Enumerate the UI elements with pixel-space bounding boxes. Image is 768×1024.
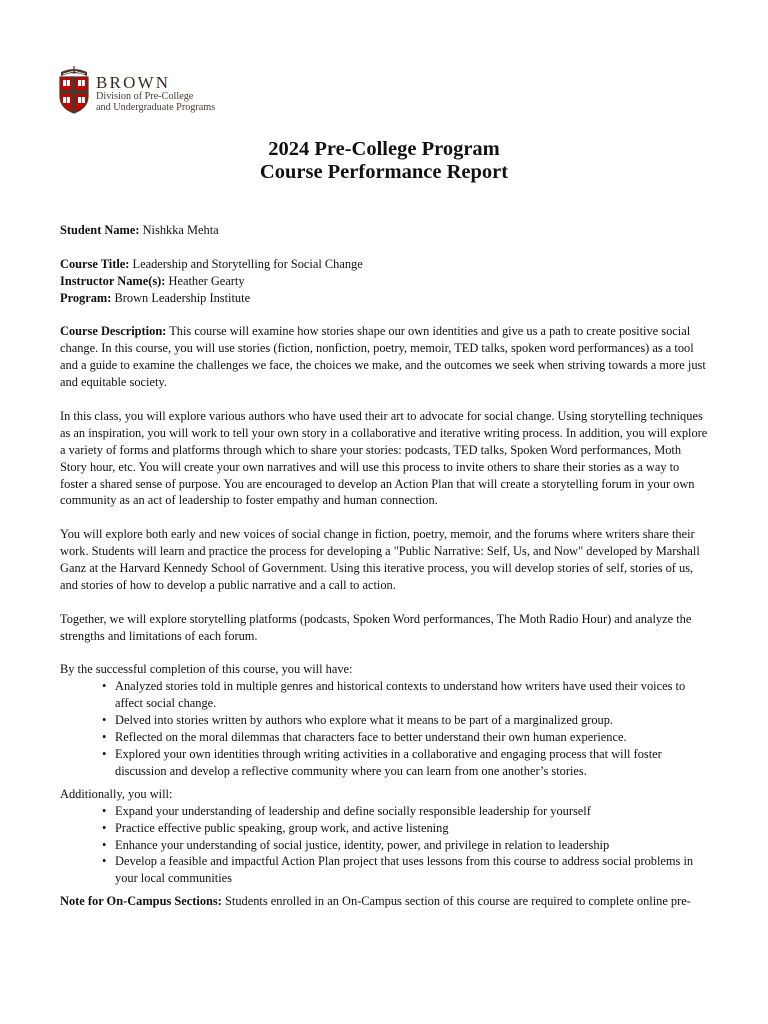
course-description-paragraph-3: You will explore both early and new voices of social change in fiction, poetry, memoir, and the forums where writers share their work. Students will learn and practice the process for developing a "Public Narrative: Self, Us, and Now" developed by Marshall Ganz at the Harvard Kennedy School of Government. Using this iterative process, you will develop stories of self, stories of us, and stories of how to develop a public narrative and a call to action. xyxy=(60,527,700,592)
student-name-value: Nishkka Mehta xyxy=(139,223,219,237)
logo-wordmark: BROWN xyxy=(96,73,171,92)
program-value: Brown Leadership Institute xyxy=(111,290,251,305)
additional-text: Develop a feasible and impactful Action Plan project that uses lessons from this course to address social problems in your local communities xyxy=(115,854,694,886)
report-body xyxy=(60,222,710,910)
bullet-icon: • xyxy=(102,730,107,745)
title-line-2: Course Performance Report xyxy=(259,161,509,183)
bullet-icon: • xyxy=(102,713,107,728)
course-description-paragraph-1 xyxy=(60,323,710,391)
on-campus-note xyxy=(60,893,710,910)
instructor-value: Heather Gearty xyxy=(165,273,245,288)
bullet-icon: • xyxy=(102,820,107,835)
outcome-text: Reflected on the moral dilemmas that characters face to better understand their own human experience. xyxy=(115,730,627,745)
logo-subtitle-2: and Undergraduate Programs xyxy=(96,102,216,113)
list-item xyxy=(102,678,710,712)
course-description-text-1: This course will examine how stories shape our own identities and give us a path to create positive social change. In this course, you will use stories (fiction, nonfiction, poetry, memoir, TED talks, spoken word performances) as a tool and a guide to examine the challenges we face, the choices we make, and the outcomes we seek when striving towards a more just and equitable society. xyxy=(60,324,706,390)
bullet-icon: • xyxy=(102,679,107,694)
bullet-icon: • xyxy=(102,854,107,869)
brown-logo xyxy=(58,66,215,114)
list-item xyxy=(102,853,710,887)
list-item xyxy=(102,820,710,837)
instructor-label: Instructor Name(s): xyxy=(60,273,166,288)
additional-list xyxy=(60,803,710,888)
course-title-label: Course Title: xyxy=(60,256,130,271)
bullet-icon: • xyxy=(102,803,107,818)
course-description-paragraph-4: Together, we will explore storytelling platforms (podcasts, Spoken Word performances, The Moth Radio Hour) and analyze the strengths and limitations of each forum. xyxy=(60,611,692,643)
on-campus-note-text: Students enrolled in an On-Campus section of this course are required to complete online pre- xyxy=(221,894,691,909)
student-name-row xyxy=(60,222,710,239)
additional-text: Enhance your understanding of social justice, identity, power, and privilege in relation to leadership xyxy=(115,837,610,852)
list-item xyxy=(102,837,710,854)
program-label: Program: xyxy=(60,290,112,305)
additional-intro: Additionally, you will: xyxy=(60,786,173,801)
program-row xyxy=(60,290,710,307)
outcome-text: Delved into stories written by authors who explore what it means to be part of a marginalized group. xyxy=(115,713,614,728)
instructor-row xyxy=(60,273,710,290)
course-title-value: Leadership and Storytelling for Social Change xyxy=(129,256,363,271)
course-description-label: Course Description: xyxy=(60,324,167,339)
outcomes-intro: By the successful completion of this course, you will have: xyxy=(60,662,353,677)
bullet-icon: • xyxy=(102,837,107,852)
outcomes-list xyxy=(60,678,710,779)
list-item xyxy=(102,712,710,729)
course-title-row xyxy=(60,256,710,273)
list-item xyxy=(102,746,710,780)
list-item xyxy=(102,803,710,820)
outcome-text: Analyzed stories told in multiple genres and historical contexts to understand how writers have used their voices to affect social change. xyxy=(115,679,686,711)
additional-text: Practice effective public speaking, group work, and active listening xyxy=(115,820,449,835)
on-campus-note-label: Note for On-Campus Sections: xyxy=(60,894,222,909)
additional-text: Expand your understanding of leadership and define socially responsible leadership for yourself xyxy=(115,803,591,818)
bullet-icon: • xyxy=(102,747,107,761)
list-item xyxy=(102,729,710,746)
outcome-text: Explored your own identities through writing activities in a collaborative and engaging process that will foster discussion and develop a reflective community where you can learn from one another’s stories. xyxy=(115,747,662,778)
logo-subtitle-1: Division of Pre-College xyxy=(96,91,194,102)
brown-shield-icon xyxy=(58,66,90,114)
course-description-paragraph-2: In this class, you will explore various authors who have used their art to advocate for social change. Using storytelling techniques as an inspiration, you will work to tell your own story in a collaborative and iterative writing process. In addition, you will explore a variety of forms and platforms through which to share your stories: podcasts, TED talks, Spoken Word performances, Moth Story hour, etc. You will create your own narratives and will use this process to invite others to share their stories as a way to foster a shared sense of purpose. You are encouraged to develop an Action Plan that will create a storytelling forum in your own community as an act of leadership to foster empathy and human connection. xyxy=(60,408,708,508)
title-line-1: 2024 Pre-College Program xyxy=(268,138,500,160)
student-name-label: Student Name: xyxy=(60,223,140,237)
logo-text xyxy=(96,74,215,113)
report-title xyxy=(0,138,768,184)
